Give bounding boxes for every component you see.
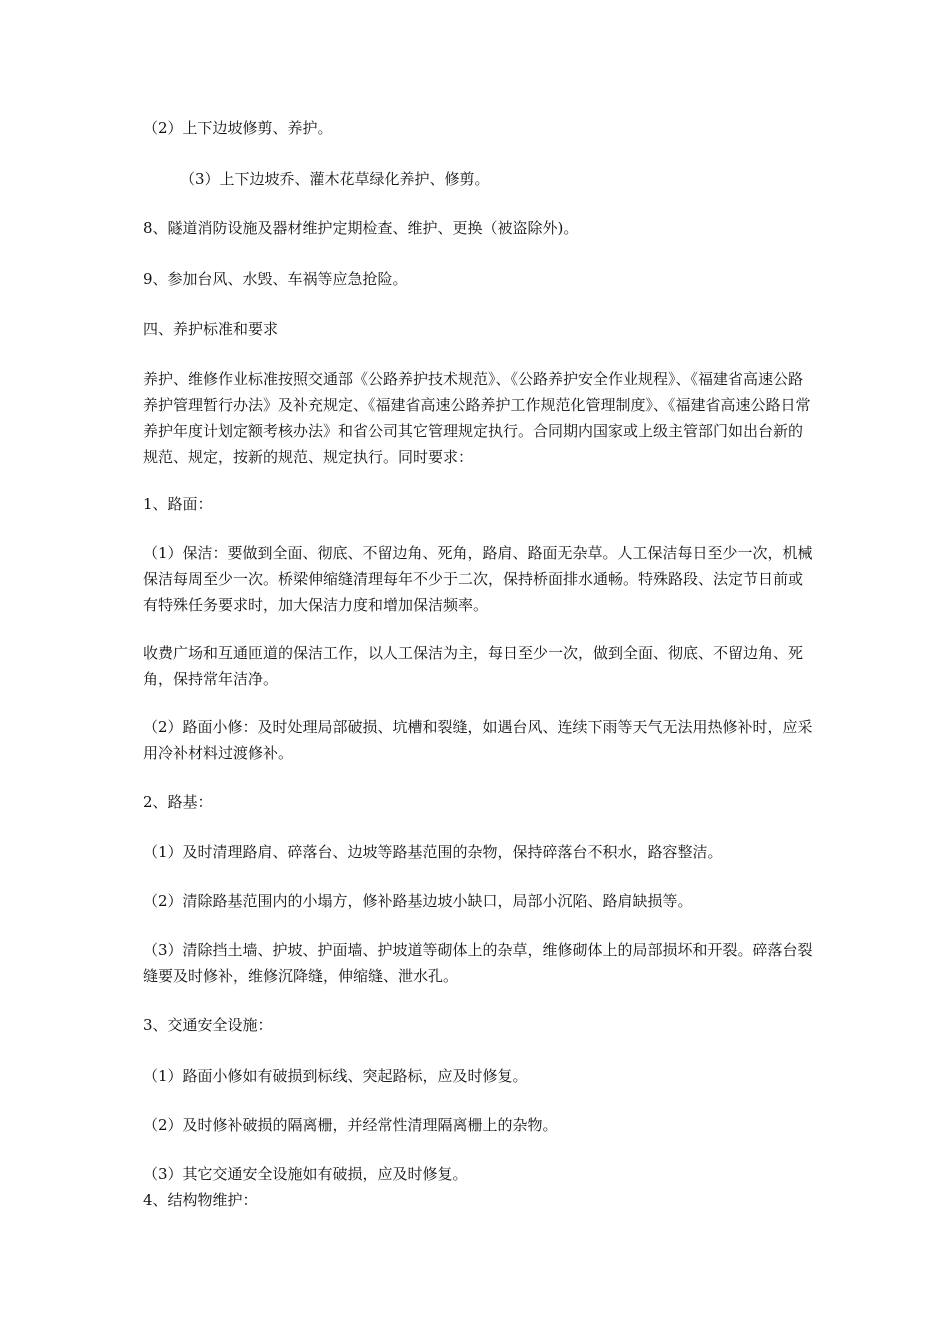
- subheading-structure-maintenance: 4、结构物维护：: [143, 1191, 258, 1209]
- paragraph-fence-repair: （2）及时修补破损的隔离栅，并经常性清理隔离栅上的杂物。: [143, 1116, 558, 1134]
- paragraph-marking-repair: （1）路面小修如有破损到标线、突起路标，应及时修复。: [143, 1067, 528, 1085]
- paragraph-minor-repair: （2）路面小修：及时处理局部破损、坑槽和裂缝，如遇台风、连续下雨等天气无法用热修补时，应采用冷补材料过渡修补。: [143, 718, 813, 762]
- section-heading-standards: 四、养护标准和要求: [143, 320, 279, 338]
- paragraph-tunnel-fire-facilities: 8、隧道消防设施及器材维护定期检查、维护、更换（被盗除外)。: [143, 219, 579, 237]
- subheading-subgrade: 2、路基：: [143, 793, 213, 811]
- paragraph-slope-trimming: （2）上下边坡修剪、养护。: [143, 119, 333, 137]
- paragraph-cleaning: （1）保洁：要做到全面、彻底、不留边角、死角，路肩、路面无杂草。人工保洁每日至少一次，机械保洁每周至少一次。桥梁伸缩缝清理每年不少于二次，保持桥面排水通畅。特殊路段、法定节日前或有特殊任务要求时，加大保洁力度和增加保洁频率。: [143, 544, 813, 614]
- paragraph-masonry-maintenance: （3）清除挡土墙、护坡、护面墙、护坡道等砌体上的杂草，维修砌体上的局部损坏和开裂。碎落台裂缝要及时修补，维修沉降缝，伸缩缝、泄水孔。: [143, 941, 813, 985]
- paragraph-slope-greening: （3）上下边坡乔、灌木花草绿化养护、修剪。: [180, 170, 490, 188]
- paragraph-landslide-removal: （2）清除路基范围内的小塌方，修补路基边坡小缺口，局部小沉陷、路肩缺损等。: [143, 892, 693, 910]
- paragraph-subgrade-cleanup: （1）及时清理路肩、碎落台、边坡等路基范围的杂物，保持碎落台不积水，路容整洁。: [143, 843, 723, 861]
- paragraph-other-safety-facilities: （3）其它交通安全设施如有破损，应及时修复。: [143, 1165, 468, 1183]
- paragraph-standards-intro: 养护、维修作业标准按照交通部《公路养护技术规范》、《公路养护安全作业规程》、《福建省高速公路养护管理暂行办法》及补充规定、《福建省高速公路养护工作规范化管理制度》、《福建省高速公路日常养护年度计划定额考核办法》和省公司其它管理规定执行。合同期内国家或上级主管部门如出台新的规范、规定，按新的规范、规定执行。同时要求：: [143, 370, 811, 466]
- subheading-traffic-safety: 3、交通安全设施：: [143, 1016, 273, 1034]
- paragraph-emergency-rescue: 9、参加台风、水毁、车祸等应急抢险。: [143, 270, 408, 288]
- subheading-road-surface: 1、路面：: [143, 495, 213, 513]
- paragraph-toll-plaza-cleaning: 收费广场和互通匝道的保洁工作，以人工保洁为主，每日至少一次，做到全面、彻底、不留边角、死角，保持常年洁净。: [143, 644, 804, 688]
